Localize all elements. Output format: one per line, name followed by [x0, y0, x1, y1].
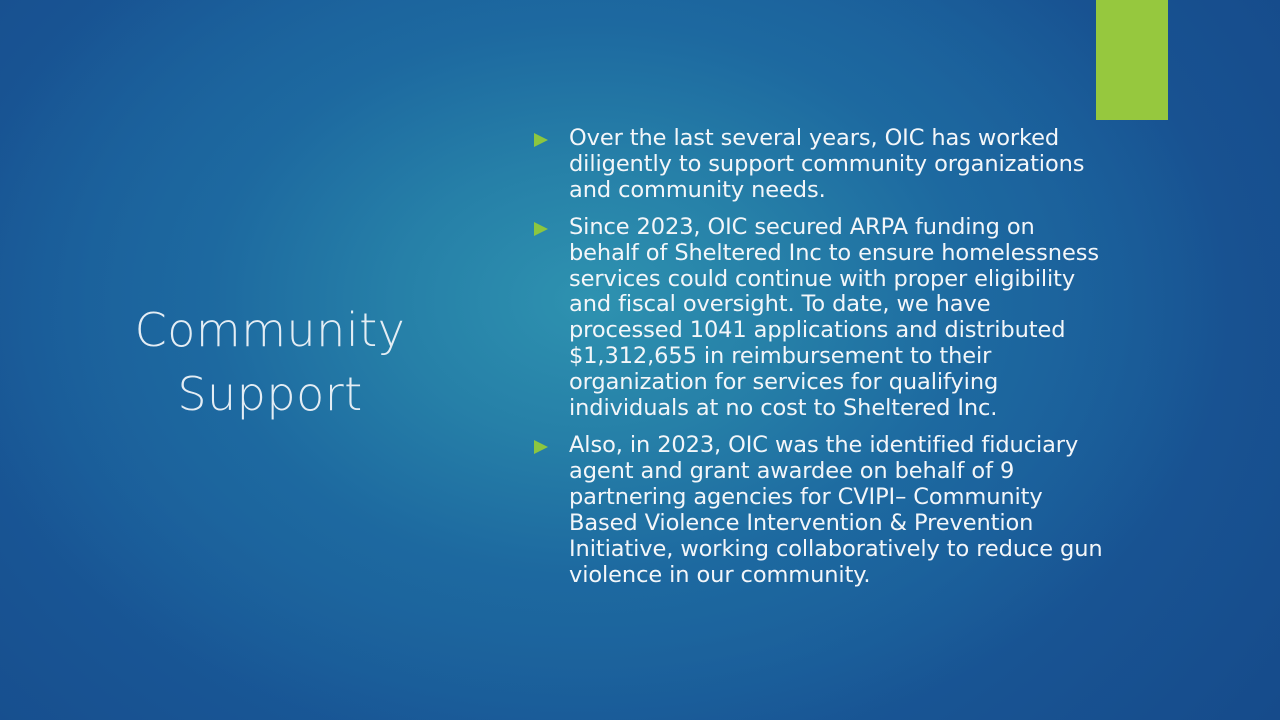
- accent-bar: [1096, 0, 1168, 120]
- triangle-right-icon: [534, 133, 548, 147]
- bullet-item: [532, 433, 1182, 588]
- bullet-text: Since 2023, OIC secured ARPA funding on behalf of Sheltered Inc to ensure homelessness services could continue with proper eligibility and fiscal oversight. To date, we have processed 1041 applications and distributed $1,312,655 in reimbursement to their organization for services for qualifying individuals at no cost to Sheltered Inc.: [569, 213, 1099, 422]
- bullet-text: Over the last several years, OIC has worked diligently to support community organizations and community needs.: [569, 125, 1085, 203]
- slide-title-line-2: Support: [177, 367, 363, 421]
- bullet-text: Also, in 2023, OIC was the identified fiduciary agent and grant awardee on behalf of 9 partnering agencies for CVIPI– Community Based Violence Intervention & Prevention Initiative, working collaboratively to reduce gun violence in our community.: [569, 431, 1103, 588]
- triangle-right-icon: [534, 440, 548, 454]
- slide-title-line-1: Community: [134, 303, 406, 357]
- slide-title: [90, 298, 450, 426]
- bullet-item: [532, 126, 1182, 204]
- triangle-right-icon: [534, 222, 548, 236]
- bullet-list: [532, 126, 1182, 599]
- bullet-item: [532, 215, 1182, 422]
